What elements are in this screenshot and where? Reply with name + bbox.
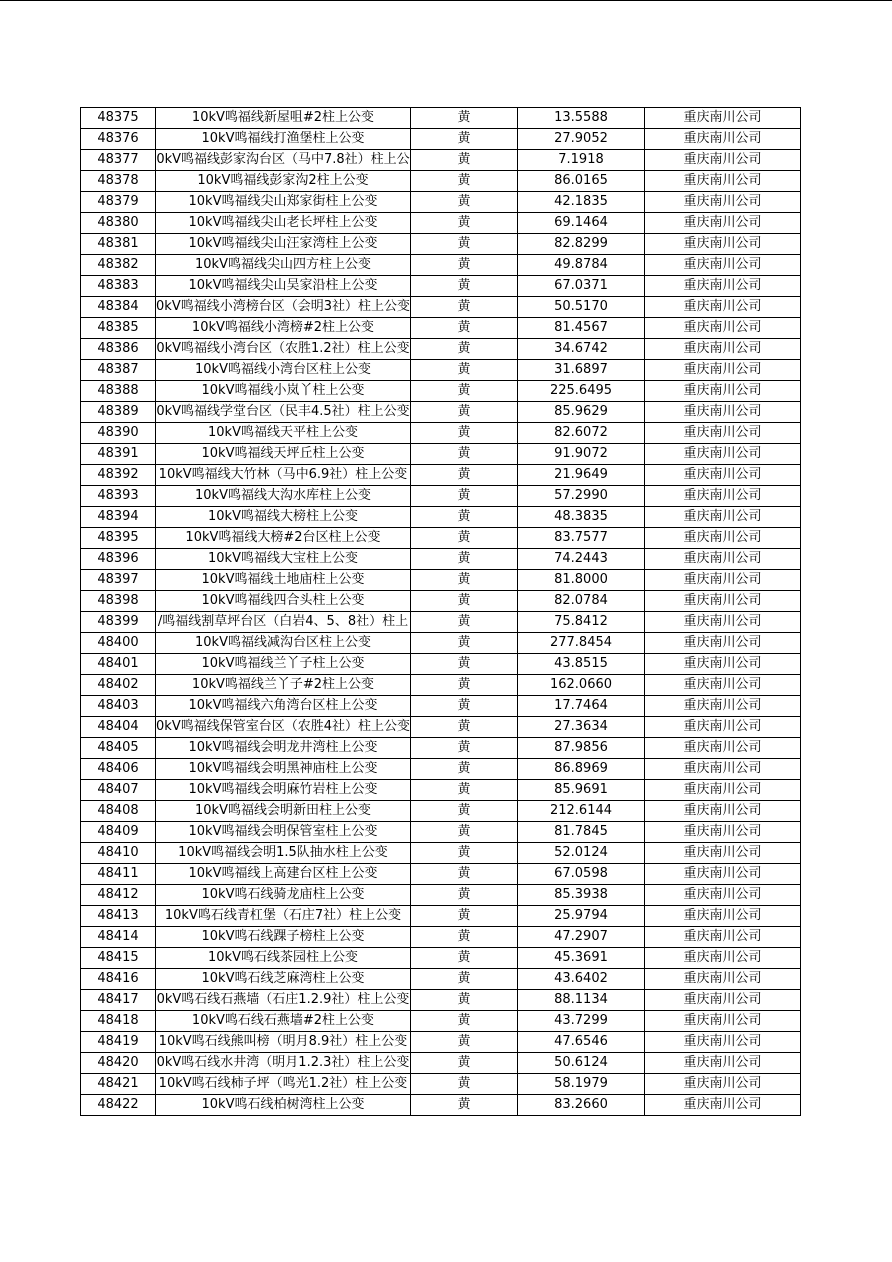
row-name-cell: 10kV鸣福线大榜柱上公变	[156, 507, 411, 528]
data-table	[80, 107, 801, 1116]
row-name-cell: 10kV鸣福线会明新田柱上公变	[156, 801, 411, 822]
row-color-cell: 黄	[411, 990, 518, 1011]
table-row	[81, 591, 801, 612]
row-value-cell: 43.8515	[518, 654, 645, 675]
row-color-cell: 黄	[411, 906, 518, 927]
row-company-cell: 重庆南川公司	[645, 906, 801, 927]
row-id-cell: 48401	[81, 654, 156, 675]
row-color-cell: 黄	[411, 234, 518, 255]
row-color-cell: 黄	[411, 108, 518, 129]
row-name-cell: 10kV鸣福线打渔堡柱上公变	[156, 129, 411, 150]
row-name-cell: 10kV鸣福线尖山四方柱上公变	[156, 255, 411, 276]
row-id-cell: 48393	[81, 486, 156, 507]
table-row	[81, 738, 801, 759]
row-name-cell: 10kV鸣福线会明龙井湾柱上公变	[156, 738, 411, 759]
row-value-cell: 57.2990	[518, 486, 645, 507]
row-value-cell: 31.6897	[518, 360, 645, 381]
row-color-cell: 黄	[411, 402, 518, 423]
row-name-cell: 10kV鸣石线石燕墙#2柱上公变	[156, 1011, 411, 1032]
row-company-cell: 重庆南川公司	[645, 465, 801, 486]
row-value-cell: 81.8000	[518, 570, 645, 591]
row-name-cell: 10kV鸣福线会明1.5队抽水柱上公变	[156, 843, 411, 864]
row-name-cell: 10kV鸣福线兰丫子#2柱上公变	[156, 675, 411, 696]
table-row	[81, 486, 801, 507]
row-id-cell: 48415	[81, 948, 156, 969]
row-id-cell: 48400	[81, 633, 156, 654]
row-id-cell: 48387	[81, 360, 156, 381]
row-company-cell: 重庆南川公司	[645, 843, 801, 864]
row-color-cell: 黄	[411, 696, 518, 717]
row-company-cell: 重庆南川公司	[645, 444, 801, 465]
row-color-cell: 黄	[411, 675, 518, 696]
row-id-cell: 48411	[81, 864, 156, 885]
row-name-cell: 10kV鸣福线尖山汪家湾柱上公变	[156, 234, 411, 255]
row-color-cell: 黄	[411, 150, 518, 171]
row-value-cell: 47.2907	[518, 927, 645, 948]
row-company-cell: 重庆南川公司	[645, 822, 801, 843]
row-id-cell: 48419	[81, 1032, 156, 1053]
table-row	[81, 234, 801, 255]
row-name-cell: 10kV鸣石线青杠堡（石庄7社）柱上公变	[156, 906, 411, 927]
table-row	[81, 885, 801, 906]
row-value-cell: 50.5170	[518, 297, 645, 318]
row-company-cell: 重庆南川公司	[645, 381, 801, 402]
table-row	[81, 402, 801, 423]
row-company-cell: 重庆南川公司	[645, 318, 801, 339]
row-value-cell: 87.9856	[518, 738, 645, 759]
table-row	[81, 633, 801, 654]
table-row	[81, 1032, 801, 1053]
row-value-cell: 83.7577	[518, 528, 645, 549]
row-company-cell: 重庆南川公司	[645, 612, 801, 633]
table-row	[81, 612, 801, 633]
row-company-cell: 重庆南川公司	[645, 423, 801, 444]
row-color-cell: 黄	[411, 759, 518, 780]
row-id-cell: 48377	[81, 150, 156, 171]
row-value-cell: 27.3634	[518, 717, 645, 738]
row-id-cell: 48395	[81, 528, 156, 549]
row-company-cell: 重庆南川公司	[645, 129, 801, 150]
row-color-cell: 黄	[411, 381, 518, 402]
table-row	[81, 213, 801, 234]
row-color-cell: 黄	[411, 486, 518, 507]
table-row	[81, 528, 801, 549]
table-row	[81, 927, 801, 948]
row-color-cell: 黄	[411, 1074, 518, 1095]
row-company-cell: 重庆南川公司	[645, 297, 801, 318]
row-name-cell: 10kV鸣福线小岚丫柱上公变	[156, 381, 411, 402]
row-color-cell: 黄	[411, 948, 518, 969]
row-value-cell: 83.2660	[518, 1095, 645, 1116]
row-id-cell: 48394	[81, 507, 156, 528]
row-value-cell: 21.9649	[518, 465, 645, 486]
row-value-cell: 81.4567	[518, 318, 645, 339]
row-color-cell: 黄	[411, 171, 518, 192]
row-company-cell: 重庆南川公司	[645, 717, 801, 738]
table-row	[81, 255, 801, 276]
row-name-cell: 10kV鸣福线小湾台区柱上公变	[156, 360, 411, 381]
table-row	[81, 171, 801, 192]
row-value-cell: 91.9072	[518, 444, 645, 465]
row-color-cell: 黄	[411, 591, 518, 612]
row-name-cell: 0kV鸣石线石燕墙（石庄1.2.9社）柱上公变	[156, 990, 411, 1011]
row-color-cell: 黄	[411, 192, 518, 213]
row-value-cell: 13.5588	[518, 108, 645, 129]
row-color-cell: 黄	[411, 318, 518, 339]
row-name-cell: 10kV鸣福线小湾榜#2柱上公变	[156, 318, 411, 339]
row-name-cell: 10kV鸣石线柏树湾柱上公变	[156, 1095, 411, 1116]
row-color-cell: 黄	[411, 297, 518, 318]
row-company-cell: 重庆南川公司	[645, 339, 801, 360]
row-company-cell: 重庆南川公司	[645, 402, 801, 423]
table-row	[81, 381, 801, 402]
row-id-cell: 48420	[81, 1053, 156, 1074]
row-id-cell: 48385	[81, 318, 156, 339]
row-id-cell: 48390	[81, 423, 156, 444]
row-color-cell: 黄	[411, 129, 518, 150]
table-row	[81, 990, 801, 1011]
row-company-cell: 重庆南川公司	[645, 570, 801, 591]
row-company-cell: 重庆南川公司	[645, 255, 801, 276]
row-value-cell: 34.6742	[518, 339, 645, 360]
table-row	[81, 129, 801, 150]
row-color-cell: 黄	[411, 1053, 518, 1074]
row-company-cell: 重庆南川公司	[645, 654, 801, 675]
row-company-cell: 重庆南川公司	[645, 591, 801, 612]
row-value-cell: 85.3938	[518, 885, 645, 906]
row-name-cell: 10kV鸣石线踝子榜柱上公变	[156, 927, 411, 948]
row-id-cell: 48414	[81, 927, 156, 948]
row-name-cell: 10kV鸣福线会明黑神庙柱上公变	[156, 759, 411, 780]
row-color-cell: 黄	[411, 1095, 518, 1116]
table-row	[81, 507, 801, 528]
row-name-cell: 0kV鸣福线彭家沟台区（马中7.8社）柱上公	[156, 150, 411, 171]
table-row	[81, 969, 801, 990]
row-color-cell: 黄	[411, 780, 518, 801]
row-company-cell: 重庆南川公司	[645, 234, 801, 255]
row-name-cell: 0kV鸣福线学堂台区（民丰4.5社）柱上公变	[156, 402, 411, 423]
table-row	[81, 318, 801, 339]
row-id-cell: 48404	[81, 717, 156, 738]
row-value-cell: 82.8299	[518, 234, 645, 255]
row-name-cell: 10kV鸣福线大榜#2台区柱上公变	[156, 528, 411, 549]
row-value-cell: 67.0371	[518, 276, 645, 297]
row-name-cell: 10kV鸣福线天平柱上公变	[156, 423, 411, 444]
row-id-cell: 48378	[81, 171, 156, 192]
row-name-cell: 10kV鸣福线六角湾台区柱上公变	[156, 696, 411, 717]
row-color-cell: 黄	[411, 549, 518, 570]
row-name-cell: 10kV鸣石线茶园柱上公变	[156, 948, 411, 969]
row-name-cell: 10kV鸣福线天坪丘柱上公变	[156, 444, 411, 465]
row-id-cell: 48380	[81, 213, 156, 234]
row-id-cell: 48409	[81, 822, 156, 843]
row-id-cell: 48399	[81, 612, 156, 633]
row-id-cell: 48402	[81, 675, 156, 696]
row-name-cell: 10kV鸣福线新屋咀#2柱上公变	[156, 108, 411, 129]
table-row	[81, 297, 801, 318]
table-row	[81, 360, 801, 381]
row-company-cell: 重庆南川公司	[645, 507, 801, 528]
row-name-cell: 10kV鸣福线大宝柱上公变	[156, 549, 411, 570]
row-company-cell: 重庆南川公司	[645, 213, 801, 234]
row-value-cell: 49.8784	[518, 255, 645, 276]
row-name-cell: 10kV鸣福线减沟台区柱上公变	[156, 633, 411, 654]
row-color-cell: 黄	[411, 654, 518, 675]
row-name-cell: 10kV鸣福线上高建台区柱上公变	[156, 864, 411, 885]
row-id-cell: 48386	[81, 339, 156, 360]
row-value-cell: 42.1835	[518, 192, 645, 213]
row-company-cell: 重庆南川公司	[645, 171, 801, 192]
row-company-cell: 重庆南川公司	[645, 1074, 801, 1095]
table-row	[81, 150, 801, 171]
row-value-cell: 48.3835	[518, 507, 645, 528]
table-body	[81, 108, 801, 1116]
table-row	[81, 822, 801, 843]
row-company-cell: 重庆南川公司	[645, 486, 801, 507]
row-name-cell: 10kV鸣福线尖山郑家街柱上公变	[156, 192, 411, 213]
row-color-cell: 黄	[411, 969, 518, 990]
row-color-cell: 黄	[411, 213, 518, 234]
row-company-cell: 重庆南川公司	[645, 675, 801, 696]
row-color-cell: 黄	[411, 927, 518, 948]
row-id-cell: 48405	[81, 738, 156, 759]
table-row	[81, 1011, 801, 1032]
row-name-cell: 10kV鸣福线尖山吴家沿柱上公变	[156, 276, 411, 297]
row-name-cell: 10kV鸣福线尖山老长坪柱上公变	[156, 213, 411, 234]
row-company-cell: 重庆南川公司	[645, 528, 801, 549]
row-id-cell: 48406	[81, 759, 156, 780]
row-name-cell: /鸣福线割草坪台区（白岩4、5、8社）柱上	[156, 612, 411, 633]
table-row	[81, 906, 801, 927]
row-company-cell: 重庆南川公司	[645, 150, 801, 171]
table-row	[81, 570, 801, 591]
row-company-cell: 重庆南川公司	[645, 1053, 801, 1074]
row-id-cell: 48392	[81, 465, 156, 486]
row-color-cell: 黄	[411, 612, 518, 633]
row-company-cell: 重庆南川公司	[645, 192, 801, 213]
table-row	[81, 1053, 801, 1074]
row-id-cell: 48397	[81, 570, 156, 591]
row-name-cell: 10kV鸣石线芝麻湾柱上公变	[156, 969, 411, 990]
row-value-cell: 82.0784	[518, 591, 645, 612]
row-value-cell: 82.6072	[518, 423, 645, 444]
row-value-cell: 43.6402	[518, 969, 645, 990]
row-id-cell: 48389	[81, 402, 156, 423]
table-row	[81, 465, 801, 486]
row-company-cell: 重庆南川公司	[645, 108, 801, 129]
row-value-cell: 277.8454	[518, 633, 645, 654]
row-value-cell: 74.2443	[518, 549, 645, 570]
row-name-cell: 10kV鸣福线大竹林（马中6.9社）柱上公变	[156, 465, 411, 486]
row-id-cell: 48422	[81, 1095, 156, 1116]
row-id-cell: 48421	[81, 1074, 156, 1095]
row-color-cell: 黄	[411, 738, 518, 759]
row-color-cell: 黄	[411, 843, 518, 864]
table-row	[81, 843, 801, 864]
row-id-cell: 48388	[81, 381, 156, 402]
row-name-cell: 10kV鸣福线会明麻竹岩柱上公变	[156, 780, 411, 801]
row-company-cell: 重庆南川公司	[645, 780, 801, 801]
table-row	[81, 1074, 801, 1095]
row-company-cell: 重庆南川公司	[645, 1095, 801, 1116]
row-color-cell: 黄	[411, 570, 518, 591]
row-color-cell: 黄	[411, 1032, 518, 1053]
row-company-cell: 重庆南川公司	[645, 927, 801, 948]
row-color-cell: 黄	[411, 822, 518, 843]
row-id-cell: 48382	[81, 255, 156, 276]
table-row	[81, 864, 801, 885]
row-id-cell: 48379	[81, 192, 156, 213]
row-company-cell: 重庆南川公司	[645, 969, 801, 990]
row-color-cell: 黄	[411, 465, 518, 486]
row-company-cell: 重庆南川公司	[645, 1032, 801, 1053]
row-id-cell: 48413	[81, 906, 156, 927]
row-company-cell: 重庆南川公司	[645, 864, 801, 885]
row-company-cell: 重庆南川公司	[645, 885, 801, 906]
row-value-cell: 162.0660	[518, 675, 645, 696]
row-color-cell: 黄	[411, 507, 518, 528]
row-name-cell: 0kV鸣福线保管室台区（农胜4社）柱上公变	[156, 717, 411, 738]
row-id-cell: 48408	[81, 801, 156, 822]
row-company-cell: 重庆南川公司	[645, 738, 801, 759]
row-value-cell: 52.0124	[518, 843, 645, 864]
row-name-cell: 10kV鸣石线熊叫榜（明月8.9社）柱上公变	[156, 1032, 411, 1053]
row-value-cell: 45.3691	[518, 948, 645, 969]
row-value-cell: 58.1979	[518, 1074, 645, 1095]
row-color-cell: 黄	[411, 339, 518, 360]
row-value-cell: 69.1464	[518, 213, 645, 234]
row-name-cell: 0kV鸣石线水井湾（明月1.2.3社）柱上公变	[156, 1053, 411, 1074]
row-name-cell: 10kV鸣福线大沟水库柱上公变	[156, 486, 411, 507]
table-row	[81, 1095, 801, 1116]
row-id-cell: 48383	[81, 276, 156, 297]
row-company-cell: 重庆南川公司	[645, 360, 801, 381]
row-name-cell: 10kV鸣福线彭家沟2柱上公变	[156, 171, 411, 192]
row-color-cell: 黄	[411, 444, 518, 465]
table-row	[81, 654, 801, 675]
row-id-cell: 48418	[81, 1011, 156, 1032]
row-company-cell: 重庆南川公司	[645, 759, 801, 780]
table-row	[81, 423, 801, 444]
row-value-cell: 17.7464	[518, 696, 645, 717]
row-value-cell: 85.9691	[518, 780, 645, 801]
row-company-cell: 重庆南川公司	[645, 633, 801, 654]
row-value-cell: 212.6144	[518, 801, 645, 822]
table-row	[81, 192, 801, 213]
row-value-cell: 85.9629	[518, 402, 645, 423]
row-value-cell: 25.9794	[518, 906, 645, 927]
row-id-cell: 48381	[81, 234, 156, 255]
table-row	[81, 276, 801, 297]
row-id-cell: 48398	[81, 591, 156, 612]
row-value-cell: 50.6124	[518, 1053, 645, 1074]
row-value-cell: 81.7845	[518, 822, 645, 843]
row-value-cell: 7.1918	[518, 150, 645, 171]
row-id-cell: 48391	[81, 444, 156, 465]
row-name-cell: 10kV鸣福线四合头柱上公变	[156, 591, 411, 612]
row-id-cell: 48412	[81, 885, 156, 906]
row-id-cell: 48396	[81, 549, 156, 570]
row-color-cell: 黄	[411, 360, 518, 381]
row-value-cell: 27.9052	[518, 129, 645, 150]
table-row	[81, 108, 801, 129]
table-row	[81, 717, 801, 738]
row-id-cell: 48407	[81, 780, 156, 801]
row-id-cell: 48376	[81, 129, 156, 150]
row-company-cell: 重庆南川公司	[645, 948, 801, 969]
row-value-cell: 86.8969	[518, 759, 645, 780]
table-row	[81, 444, 801, 465]
row-name-cell: 10kV鸣石线骑龙庙柱上公变	[156, 885, 411, 906]
row-company-cell: 重庆南川公司	[645, 696, 801, 717]
row-color-cell: 黄	[411, 801, 518, 822]
row-color-cell: 黄	[411, 528, 518, 549]
table-row	[81, 675, 801, 696]
row-color-cell: 黄	[411, 885, 518, 906]
row-company-cell: 重庆南川公司	[645, 1011, 801, 1032]
row-value-cell: 67.0598	[518, 864, 645, 885]
table-row	[81, 696, 801, 717]
row-color-cell: 黄	[411, 255, 518, 276]
row-color-cell: 黄	[411, 633, 518, 654]
row-company-cell: 重庆南川公司	[645, 276, 801, 297]
row-color-cell: 黄	[411, 1011, 518, 1032]
row-name-cell: 10kV鸣福线会明保管室柱上公变	[156, 822, 411, 843]
row-value-cell: 75.8412	[518, 612, 645, 633]
table-row	[81, 759, 801, 780]
table-row	[81, 549, 801, 570]
row-name-cell: 0kV鸣福线小湾台区（农胜1.2社）柱上公变	[156, 339, 411, 360]
row-value-cell: 225.6495	[518, 381, 645, 402]
row-color-cell: 黄	[411, 864, 518, 885]
row-name-cell: 10kV鸣福线土地庙柱上公变	[156, 570, 411, 591]
row-name-cell: 10kV鸣石线柿子坪（鸣光1.2社）柱上公变	[156, 1074, 411, 1095]
page-top-rule	[0, 0, 892, 1]
row-value-cell: 86.0165	[518, 171, 645, 192]
row-value-cell: 43.7299	[518, 1011, 645, 1032]
row-id-cell: 48375	[81, 108, 156, 129]
row-company-cell: 重庆南川公司	[645, 549, 801, 570]
table-row	[81, 339, 801, 360]
row-id-cell: 48416	[81, 969, 156, 990]
row-value-cell: 47.6546	[518, 1032, 645, 1053]
row-color-cell: 黄	[411, 423, 518, 444]
row-color-cell: 黄	[411, 717, 518, 738]
row-id-cell: 48403	[81, 696, 156, 717]
row-name-cell: 10kV鸣福线兰丫子柱上公变	[156, 654, 411, 675]
row-color-cell: 黄	[411, 276, 518, 297]
row-name-cell: 0kV鸣福线小湾榜台区（会明3社）柱上公变	[156, 297, 411, 318]
row-id-cell: 48384	[81, 297, 156, 318]
table-row	[81, 948, 801, 969]
row-id-cell: 48410	[81, 843, 156, 864]
row-company-cell: 重庆南川公司	[645, 990, 801, 1011]
table-row	[81, 780, 801, 801]
table-row	[81, 801, 801, 822]
row-value-cell: 88.1134	[518, 990, 645, 1011]
row-company-cell: 重庆南川公司	[645, 801, 801, 822]
row-id-cell: 48417	[81, 990, 156, 1011]
